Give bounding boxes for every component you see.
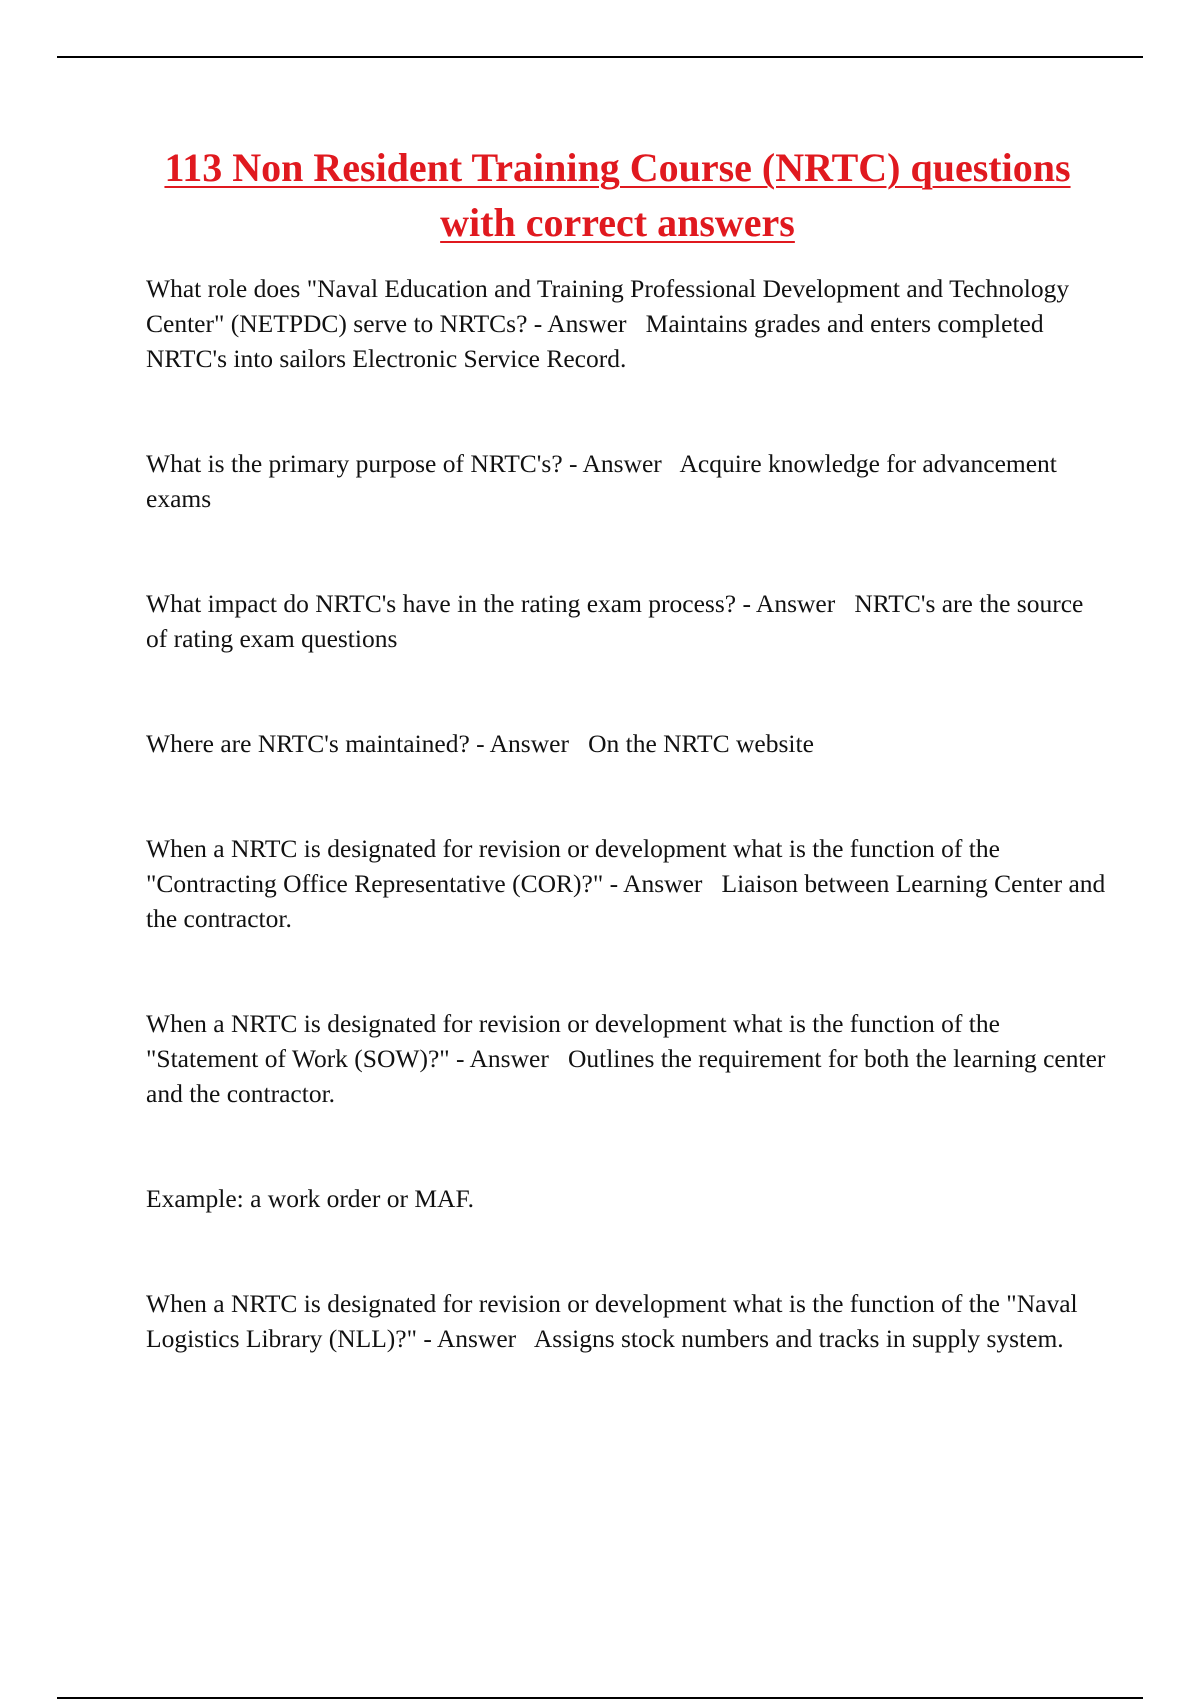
bottom-divider: [57, 1697, 1143, 1699]
qa-paragraph-4: Where are NRTC's maintained? - Answer On the NRTC website: [146, 729, 814, 758]
document-title: 113 Non Resident Training Course (NRTC) questions with correct answers: [164, 145, 1071, 245]
example-note: Example: a work order or MAF.: [146, 1184, 474, 1213]
top-divider: [57, 56, 1143, 58]
qa-paragraph-5: When a NRTC is designated for revision or development what is the function of the "Contracting Office Representative (COR)?" - Answer Liaison between Learning Center and the contractor.: [146, 834, 1112, 933]
qa-paragraph-7: When a NRTC is designated for revision or development what is the function of the "Naval Logistics Library (NLL)?" - Answer Assigns stock numbers and tracks in supply system.: [146, 1289, 1084, 1353]
qa-paragraph-6: When a NRTC is designated for revision or development what is the function of the "Statement of Work (SOW)?" - Answer Outlines the requirement for both the learning center and the contractor.: [146, 1009, 1112, 1108]
document-body: [146, 271, 1112, 1356]
qa-paragraph-3: What impact do NRTC's have in the rating exam process? - Answer NRTC's are the source of rating exam questions: [146, 589, 1090, 653]
qa-paragraph-1: What role does "Naval Education and Training Professional Development and Technology Center" (NETPDC) serve to NRTCs? - Answer Maintains grades and enters completed NRTC's into sailors Electronic Service Record.: [146, 274, 1076, 373]
qa-paragraph-2: What is the primary purpose of NRTC's? - Answer Acquire knowledge for advancement exams: [146, 449, 1064, 513]
